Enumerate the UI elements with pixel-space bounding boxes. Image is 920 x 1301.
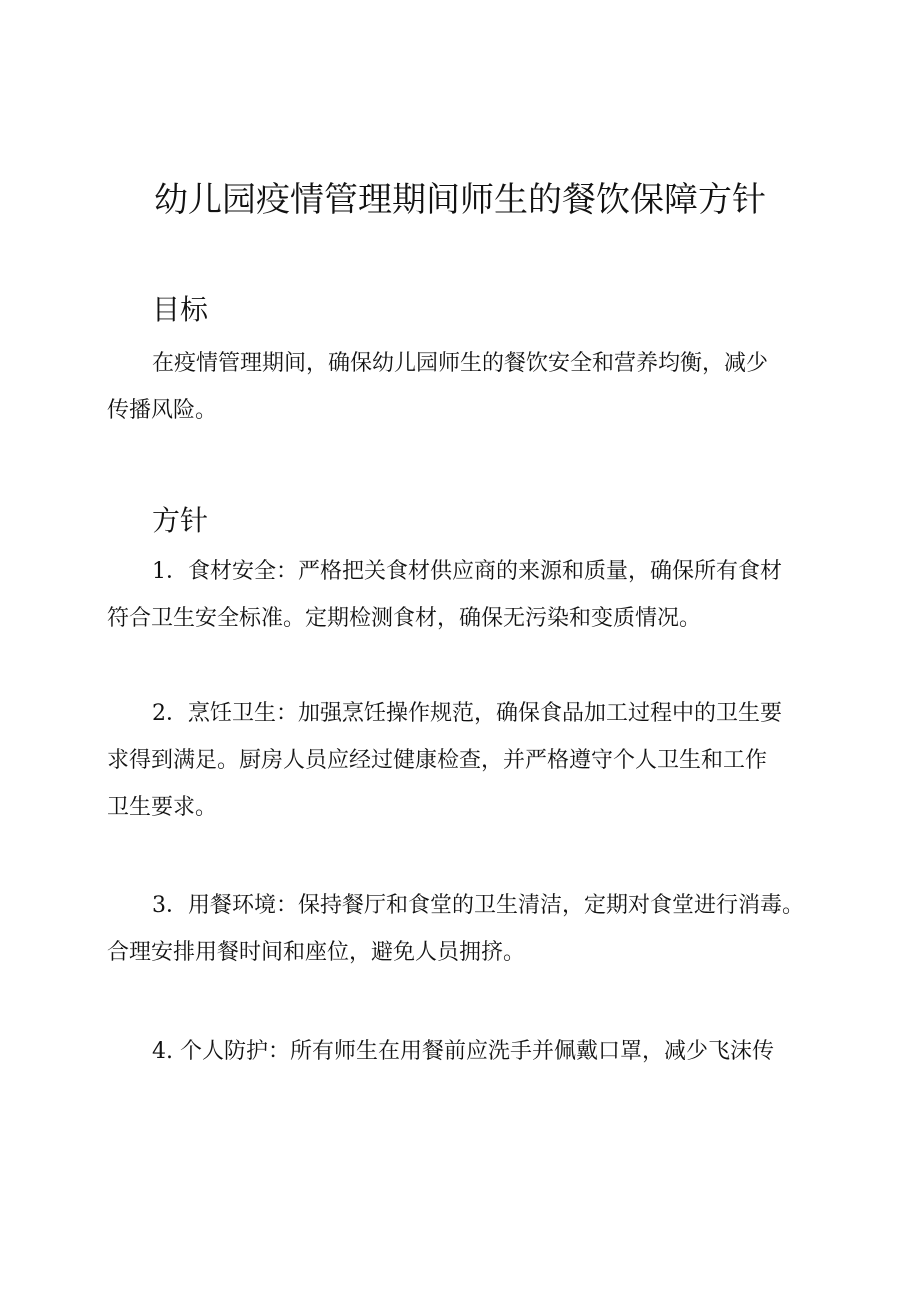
paragraph-line: 传播风险。 — [107, 398, 218, 423]
paragraph-line: 卫生要求。 — [107, 795, 218, 820]
paragraph-line: 2．烹饪卫生：加强烹饪操作规范，确保食品加工过程中的卫生要 — [152, 701, 782, 726]
paragraph-line: 4. 个人防护：所有师生在用餐前应洗手并佩戴口罩，减少飞沫传 — [152, 1039, 774, 1064]
paragraph-line: 3．用餐环境：保持餐厅和食堂的卫生清洁，定期对食堂进行消毒。 — [152, 893, 804, 918]
paragraph-line: 1．食材安全：严格把关食材供应商的来源和质量，确保所有食材 — [152, 559, 782, 584]
document-title: 幼儿园疫情管理期间师生的餐饮保障方针 — [154, 180, 766, 220]
section-heading-goal: 目标 — [152, 293, 209, 326]
policy-item-cooking-hygiene — [107, 690, 827, 831]
goal-paragraph — [107, 340, 827, 434]
policy-item-personal-protection — [107, 1028, 827, 1075]
policy-item-dining-environment — [107, 882, 827, 976]
policy-item-food-safety — [107, 548, 827, 642]
paragraph-line: 符合卫生安全标准。定期检测食材，确保无污染和变质情况。 — [107, 606, 702, 631]
section-heading-policy: 方针 — [152, 504, 209, 537]
paragraph-line: 在疫情管理期间，确保幼儿园师生的餐饮安全和营养均衡，减少 — [152, 351, 769, 376]
paragraph-line: 求得到满足。厨房人员应经过健康检查，并严格遵守个人卫生和工作 — [107, 748, 768, 773]
paragraph-line: 合理安排用餐时间和座位，避免人员拥挤。 — [107, 940, 526, 965]
